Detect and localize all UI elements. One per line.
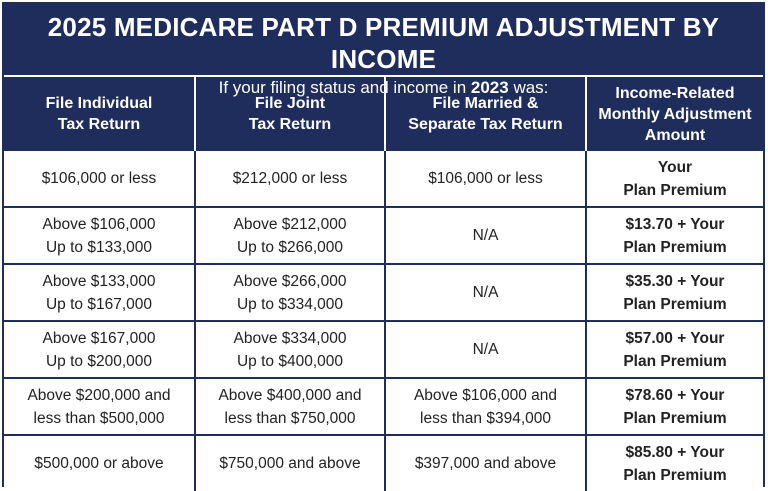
- cell-married-separate: Above $106,000 and less than $394,000: [384, 377, 585, 434]
- cell-married-separate: N/A: [384, 320, 585, 377]
- table-row: [4, 151, 763, 206]
- premium-adjustment-table-card: [2, 2, 765, 487]
- table-row: [4, 263, 763, 320]
- subtitle-year: 2023: [470, 78, 509, 97]
- cell-joint: $750,000 and above: [194, 434, 384, 491]
- cell-joint: Above $266,000 Up to $334,000: [194, 263, 384, 320]
- header-adjustment-amount: Income-Related Monthly Adjustment Amount: [585, 75, 763, 151]
- cell-individual: Above $167,000 Up to $200,000: [4, 320, 194, 377]
- cell-joint: Above $334,000 Up to $400,000: [194, 320, 384, 377]
- cell-individual: $500,000 or above: [4, 434, 194, 491]
- cell-adjustment-amount: $78.60 + Your Plan Premium: [585, 377, 763, 434]
- cell-joint: Above $400,000 and less than $750,000: [194, 377, 384, 434]
- table-row: [4, 377, 763, 434]
- table-row: [4, 206, 763, 263]
- header-individual: File Individual Tax Return: [4, 75, 194, 151]
- header-joint: File Joint Tax Return: [194, 75, 384, 151]
- cell-joint: Above $212,000 Up to $266,000: [194, 206, 384, 263]
- cell-individual: Above $133,000 Up to $167,000: [4, 263, 194, 320]
- cell-married-separate: N/A: [384, 206, 585, 263]
- subtitle-suffix: was:: [508, 78, 549, 97]
- table-row: [4, 434, 763, 491]
- cell-joint: $212,000 or less: [194, 151, 384, 206]
- cell-individual: $106,000 or less: [4, 151, 194, 206]
- header-married-separate: File Married & Separate Tax Return: [384, 75, 585, 151]
- subtitle-prefix: If your filing status and income in: [218, 78, 471, 97]
- cell-married-separate: N/A: [384, 263, 585, 320]
- cell-adjustment-amount: $85.80 + Your Plan Premium: [585, 434, 763, 491]
- cell-adjustment-amount: Your Plan Premium: [585, 151, 763, 206]
- cell-individual: Above $200,000 and less than $500,000: [4, 377, 194, 434]
- cell-married-separate: $106,000 or less: [384, 151, 585, 206]
- table-row: [4, 320, 763, 377]
- cell-married-separate: $397,000 and above: [384, 434, 585, 491]
- title-block: [4, 4, 763, 97]
- cell-individual: Above $106,000 Up to $133,000: [4, 206, 194, 263]
- premium-table: [4, 75, 763, 491]
- cell-adjustment-amount: $35.30 + Your Plan Premium: [585, 263, 763, 320]
- page-title: 2025 MEDICARE PART D PREMIUM ADJUSTMENT BY INCOME: [47, 12, 720, 74]
- cell-adjustment-amount: $57.00 + Your Plan Premium: [585, 320, 763, 377]
- cell-adjustment-amount: $13.70 + Your Plan Premium: [585, 206, 763, 263]
